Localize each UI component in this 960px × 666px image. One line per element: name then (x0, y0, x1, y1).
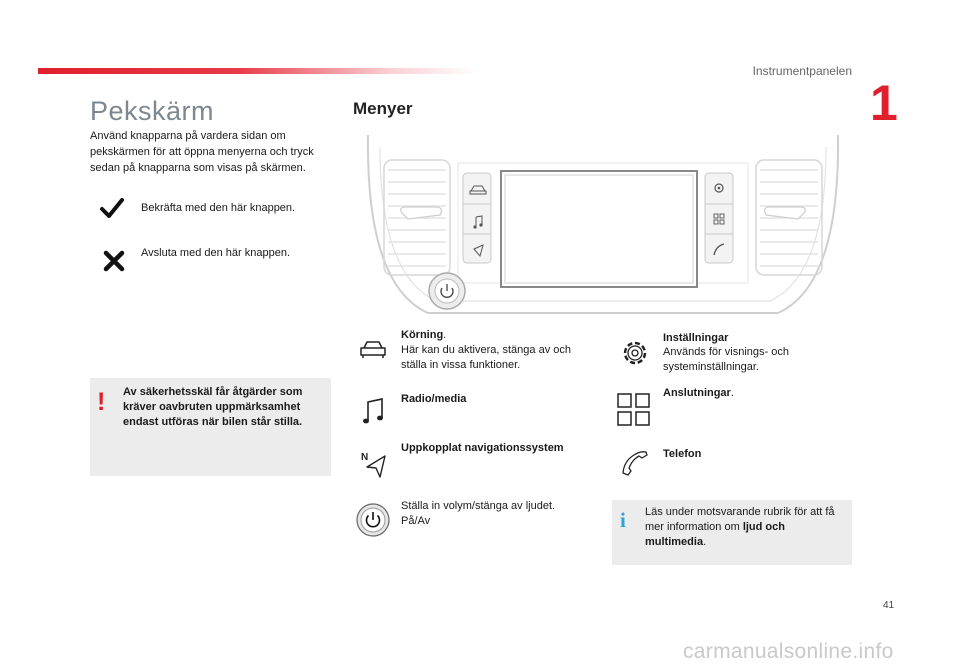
menu-connections: Anslutningar. (663, 387, 734, 399)
info-i-icon: i (620, 508, 626, 532)
header-red-bar (38, 68, 478, 74)
radio-title: Radio/media (401, 393, 467, 405)
settings-desc: Används för visnings- och systeminställningar. (663, 346, 789, 373)
info-text (645, 505, 840, 550)
info-text-pre: Läs under motsvarande rubrik för att få mer information om (645, 506, 835, 533)
watermark: carmanualsonline.info (683, 640, 894, 663)
page-number: 41 (883, 600, 895, 611)
connections-title: Anslutningar (663, 387, 731, 399)
navigation-title: Uppkopplat navigationssystem (401, 442, 564, 454)
menu-driving: Körning. (401, 329, 447, 341)
warning-text: Av säkerhetsskäl får åtgärder som kräver oavbruten uppmärksamhet endast utföras när bilen står stilla. (123, 386, 303, 428)
page-title: Pekskärm (90, 96, 215, 126)
info-text-bold: ljud och multimedia (645, 521, 785, 548)
power-desc: Ställa in volym/stänga av ljudet. På/Av (401, 500, 556, 527)
driving-desc: Här kan du aktivera, stänga av och ställa in vissa funktioner. (401, 344, 571, 371)
phone-title: Telefon (663, 448, 702, 460)
warning-exclamation-icon: ! (97, 388, 106, 416)
checkmark-icon (100, 197, 124, 224)
settings-title: Inställningar (663, 332, 729, 344)
cross-icon (103, 250, 125, 277)
dashboard-illustration (358, 125, 848, 330)
intro-text: Använd knapparna på vardera sidan om pekskärmen för att öppna menyerna och tryck sedan på knapparna som visas på skärmen. (90, 130, 314, 174)
phone-icon (620, 449, 650, 482)
chapter-number: 1 (870, 75, 898, 131)
power-icon (356, 503, 390, 542)
info-text-post: . (703, 536, 707, 548)
settings-icon (621, 339, 649, 372)
driving-icon (358, 338, 388, 367)
radio-media-icon (362, 396, 386, 431)
connections-icon (617, 393, 651, 432)
section-title: Instrumentpanelen (752, 64, 852, 78)
exit-text: Avsluta med den här knappen. (141, 247, 291, 259)
driving-title: Körning (401, 329, 444, 341)
navigation-icon (361, 450, 389, 483)
nav-compass-letter: N (361, 452, 369, 463)
confirm-text: Bekräfta med den här knappen. (141, 202, 296, 214)
menus-title: Menyer (353, 99, 413, 118)
